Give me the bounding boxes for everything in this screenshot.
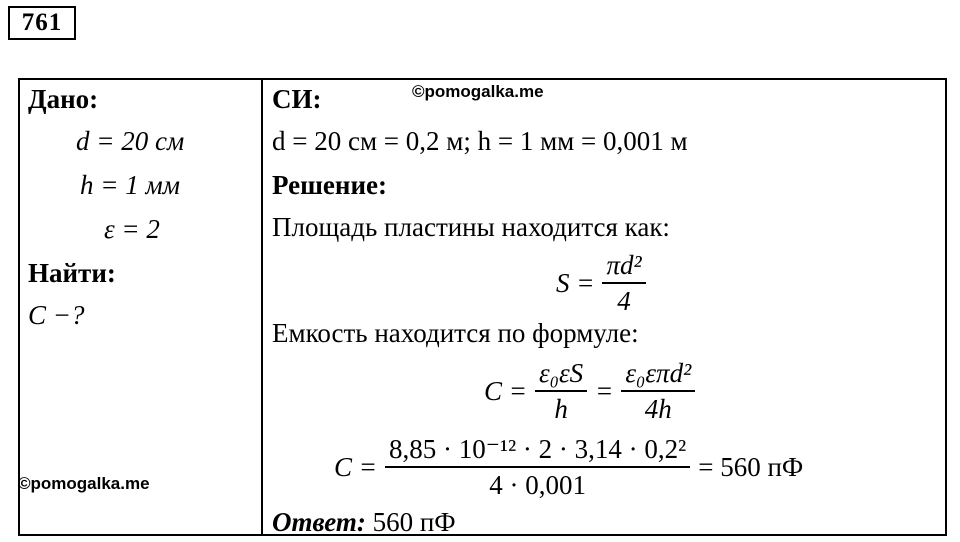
formula-capacitance-denominator-2: 4h	[644, 394, 672, 424]
formula-calculation-lhs: C =	[334, 451, 377, 482]
given-h: h = 1 мм	[80, 170, 180, 200]
formula-calculation	[330, 432, 807, 502]
si-line: d = 20 см = 0,2 м; h = 1 мм = 0,001 м	[272, 126, 688, 156]
formula-calculation-result: = 560 пФ	[698, 451, 804, 482]
formula-calculation-fraction	[385, 432, 690, 502]
formula-capacitance-fraction-1	[535, 356, 587, 426]
formula-capacitance-numerator-1: ε₀εS	[535, 356, 587, 392]
formula-calculation-numerator: 8,85 · 10⁻¹² · 2 · 3,14 · 0,2²	[385, 432, 690, 468]
formula-capacitance	[480, 356, 699, 426]
solution-heading: Решение:	[272, 170, 387, 200]
column-divider	[261, 78, 263, 536]
formula-capacitance-denominator-1: h	[554, 394, 568, 424]
problem-number: 761	[8, 6, 76, 40]
solution-text-area: Площадь пластины находится как:	[272, 212, 670, 242]
formula-area	[552, 248, 650, 318]
si-heading: СИ:	[272, 84, 322, 114]
formula-capacitance-lhs: C =	[484, 375, 527, 406]
formula-area-denominator: 4	[617, 286, 631, 316]
answer-label: Ответ:	[272, 507, 366, 537]
formula-area-fraction	[602, 248, 645, 318]
find-heading: Найти:	[28, 258, 116, 288]
formula-capacitance-fraction-2	[621, 356, 695, 426]
formula-area-lhs: S =	[556, 267, 595, 298]
formula-capacitance-numerator-2: ε₀επd²	[621, 356, 695, 392]
solution-text-capacitance: Емкость находится по формуле:	[272, 318, 639, 348]
formula-capacitance-equals: =	[595, 375, 614, 406]
given-d: d = 20 см	[76, 126, 185, 156]
given-heading: Дано:	[28, 84, 99, 114]
watermark-top: ©pomogalka.me	[412, 82, 544, 101]
formula-area-numerator: πd²	[602, 248, 645, 284]
formula-calculation-denominator: 4 · 0,001	[489, 470, 586, 500]
answer	[272, 505, 456, 539]
watermark-bottom: ©pomogalka.me	[18, 474, 150, 493]
answer-value: 560 пФ	[372, 507, 456, 537]
find-value: C −?	[28, 300, 85, 330]
given-epsilon: ε = 2	[104, 214, 160, 244]
